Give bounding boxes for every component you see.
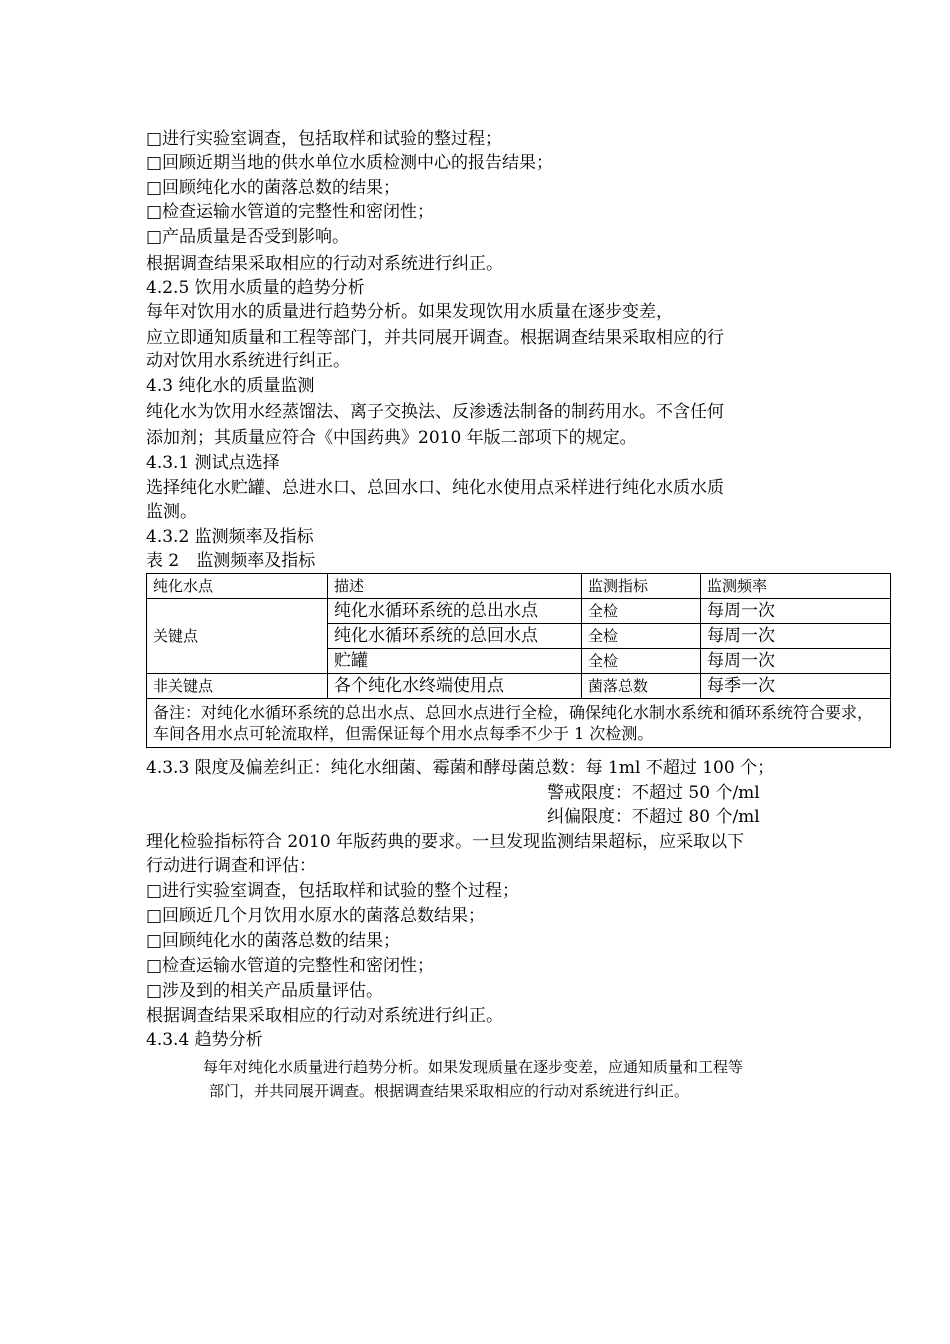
table-cell: 非关键点 [147,674,328,699]
checklist-item: □检查运输水管道的完整性和密闭性； [146,202,435,222]
checklist-item: □回顾近几个月饮用水原水的菌落总数结果； [146,906,486,926]
paragraph: 根据调查结果采取相应的行动对系统进行纠正。 [146,1006,503,1026]
table-row [147,674,891,699]
paragraph-line: 每年对纯化水质量进行趋势分析。如果发现质量在逐步变差，应通知质量和工程等 [203,1058,744,1076]
table-header-cell: 纯化水点 [147,574,328,599]
table-cell: 贮罐 [328,649,582,674]
paragraph-line: 添加剂；其质量应符合《中国药典》2010 年版二部项下的规定。 [146,428,637,448]
checklist-item: □进行实验室调查，包括取样和试验的整个过程； [146,881,520,901]
table-note: 备注：对纯化水循环系统的总出水点、总回水点进行全检，确保纯化水制水系统和循环系统符合要求，车间各用水点可轮流取样，但需保证每个用水点每季不少于 1 次检测。 [147,699,891,748]
paragraph-line: 每年对饮用水的质量进行趋势分析。如果发现饮用水质量在逐步变差， [146,302,673,322]
table-header-cell: 监测频率 [701,574,891,599]
table-cell: 全检 [582,624,701,649]
table-header-cell: 描述 [328,574,582,599]
table-cell: 每周一次 [701,599,891,624]
table-cell: 菌落总数 [582,674,701,699]
section-heading: 4.3.4 趋势分析 [146,1030,263,1050]
paragraph-line: 行动进行调查和评估： [146,856,316,876]
table-cell: 纯化水循环系统的总出水点 [328,599,582,624]
table-header-row [147,574,891,599]
checklist-item: □回顾纯化水的菌落总数的结果； [146,931,401,951]
paragraph-line: 选择纯化水贮罐、总进水口、总回水口、纯化水使用点采样进行纯化水质水质 [146,478,724,498]
section-heading: 4.3 纯化水的质量监测 [146,376,315,396]
key-point-cell: 关键点 [147,599,328,674]
paragraph-line: 动对饮用水系统进行纠正。 [146,351,350,371]
paragraph-line: 应立即通知质量和工程等部门，并共同展开调查。根据调查结果采取相应的行 [146,328,724,348]
checklist-item: □进行实验室调查，包括取样和试验的整过程； [146,129,503,149]
checklist-item: □产品质量是否受到影响。 [146,227,350,247]
table-cell: 纯化水循环系统的总回水点 [328,624,582,649]
paragraph-line: 监测。 [146,502,197,522]
table-cell: 每周一次 [701,624,891,649]
action-limit: 纠偏限度：不超过 80 个/ml [547,807,760,827]
checklist-item: □回顾近期当地的供水单位水质检测中心的报告结果； [146,153,554,173]
table-cell: 各个纯化水终端使用点 [328,674,582,699]
table-cell: 全检 [582,599,701,624]
section-heading: 4.3.3 限度及偏差纠正：纯化水细菌、霉菌和酵母菌总数：每 1ml 不超过 100 个； [146,758,775,778]
table-caption: 表 2 监测频率及指标 [146,551,316,571]
alert-limit: 警戒限度：不超过 50 个/ml [547,783,760,803]
paragraph-line: 理化检验指标符合 2010 年版药典的要求。一旦发现监测结果超标，应采取以下 [146,832,745,852]
paragraph-line: 部门，并共同展开调查。根据调查结果采取相应的行动对系统进行纠正。 [209,1082,690,1100]
table-cell: 每季一次 [701,674,891,699]
table-cell: 每周一次 [701,649,891,674]
section-heading: 4.3.2 监测频率及指标 [146,527,314,547]
paragraph-line: 纯化水为饮用水经蒸馏法、离子交换法、反渗透法制备的制药用水。不含任何 [146,402,724,422]
table-row [147,599,891,624]
checklist-item: □涉及到的相关产品质量评估。 [146,981,384,1001]
section-heading: 4.3.1 测试点选择 [146,453,280,473]
monitoring-table [146,573,891,748]
section-heading: 4.2.5 饮用水质量的趋势分析 [146,278,365,298]
table-cell: 全检 [582,649,701,674]
table-header-cell: 监测指标 [582,574,701,599]
checklist-item: □回顾纯化水的菌落总数的结果； [146,178,401,198]
paragraph: 根据调查结果采取相应的行动对系统进行纠正。 [146,254,503,274]
table-note-row [147,699,891,748]
checklist-item: □检查运输水管道的完整性和密闭性； [146,956,435,976]
